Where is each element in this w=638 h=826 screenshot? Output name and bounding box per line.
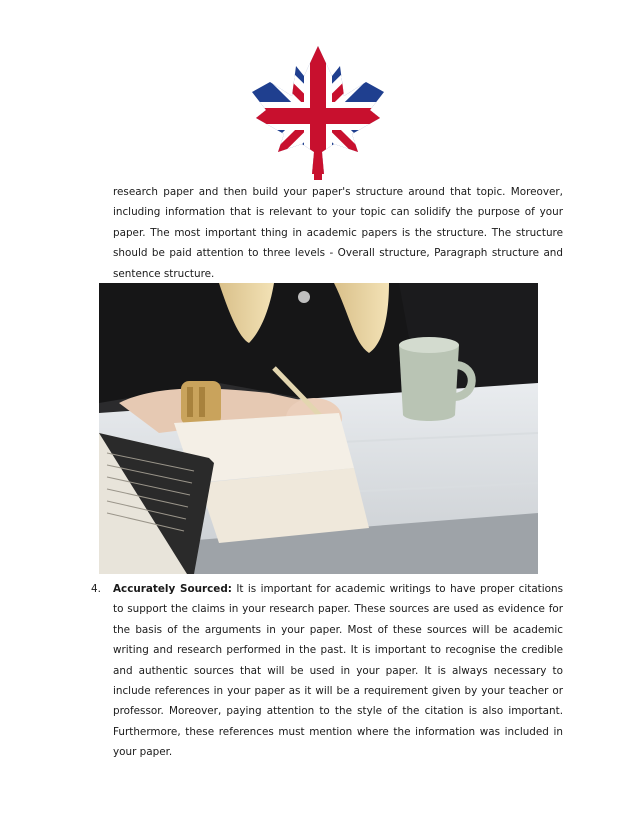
list-item-heading: Accurately Sourced:	[113, 583, 232, 595]
union-jack-maple-leaf-icon	[248, 44, 388, 182]
numbered-list	[91, 579, 563, 763]
woman-writing-in-notebook-photo	[99, 283, 538, 574]
intro-paragraph: research paper and then build your paper's structure around that topic. Moreover, including information that is relevant to your topic can solidify the purpose of your paper. The most important thing in academic papers is the structure. The structure should be paid attention to three levels - Overall structure, Paragraph structure and sentence structure.	[113, 186, 563, 280]
list-item	[91, 579, 563, 763]
list-item-number: 4.	[91, 583, 101, 595]
list-item-body: It is important for academic writings to have proper citations to support the claims in your research paper. These sources are used as evidence for the basis of the arguments in your paper. Most of these sources will be academic writing and research performed in the past. It is important to recognise the credible and authentic sources that will be used in your paper. It is always necessary to include references in your paper as it will be a requirement given by your teacher or professor. Moreover, paying attention to the style of the citation is also important. Furthermore, these references must mention where the information was included in your paper.	[113, 583, 564, 759]
